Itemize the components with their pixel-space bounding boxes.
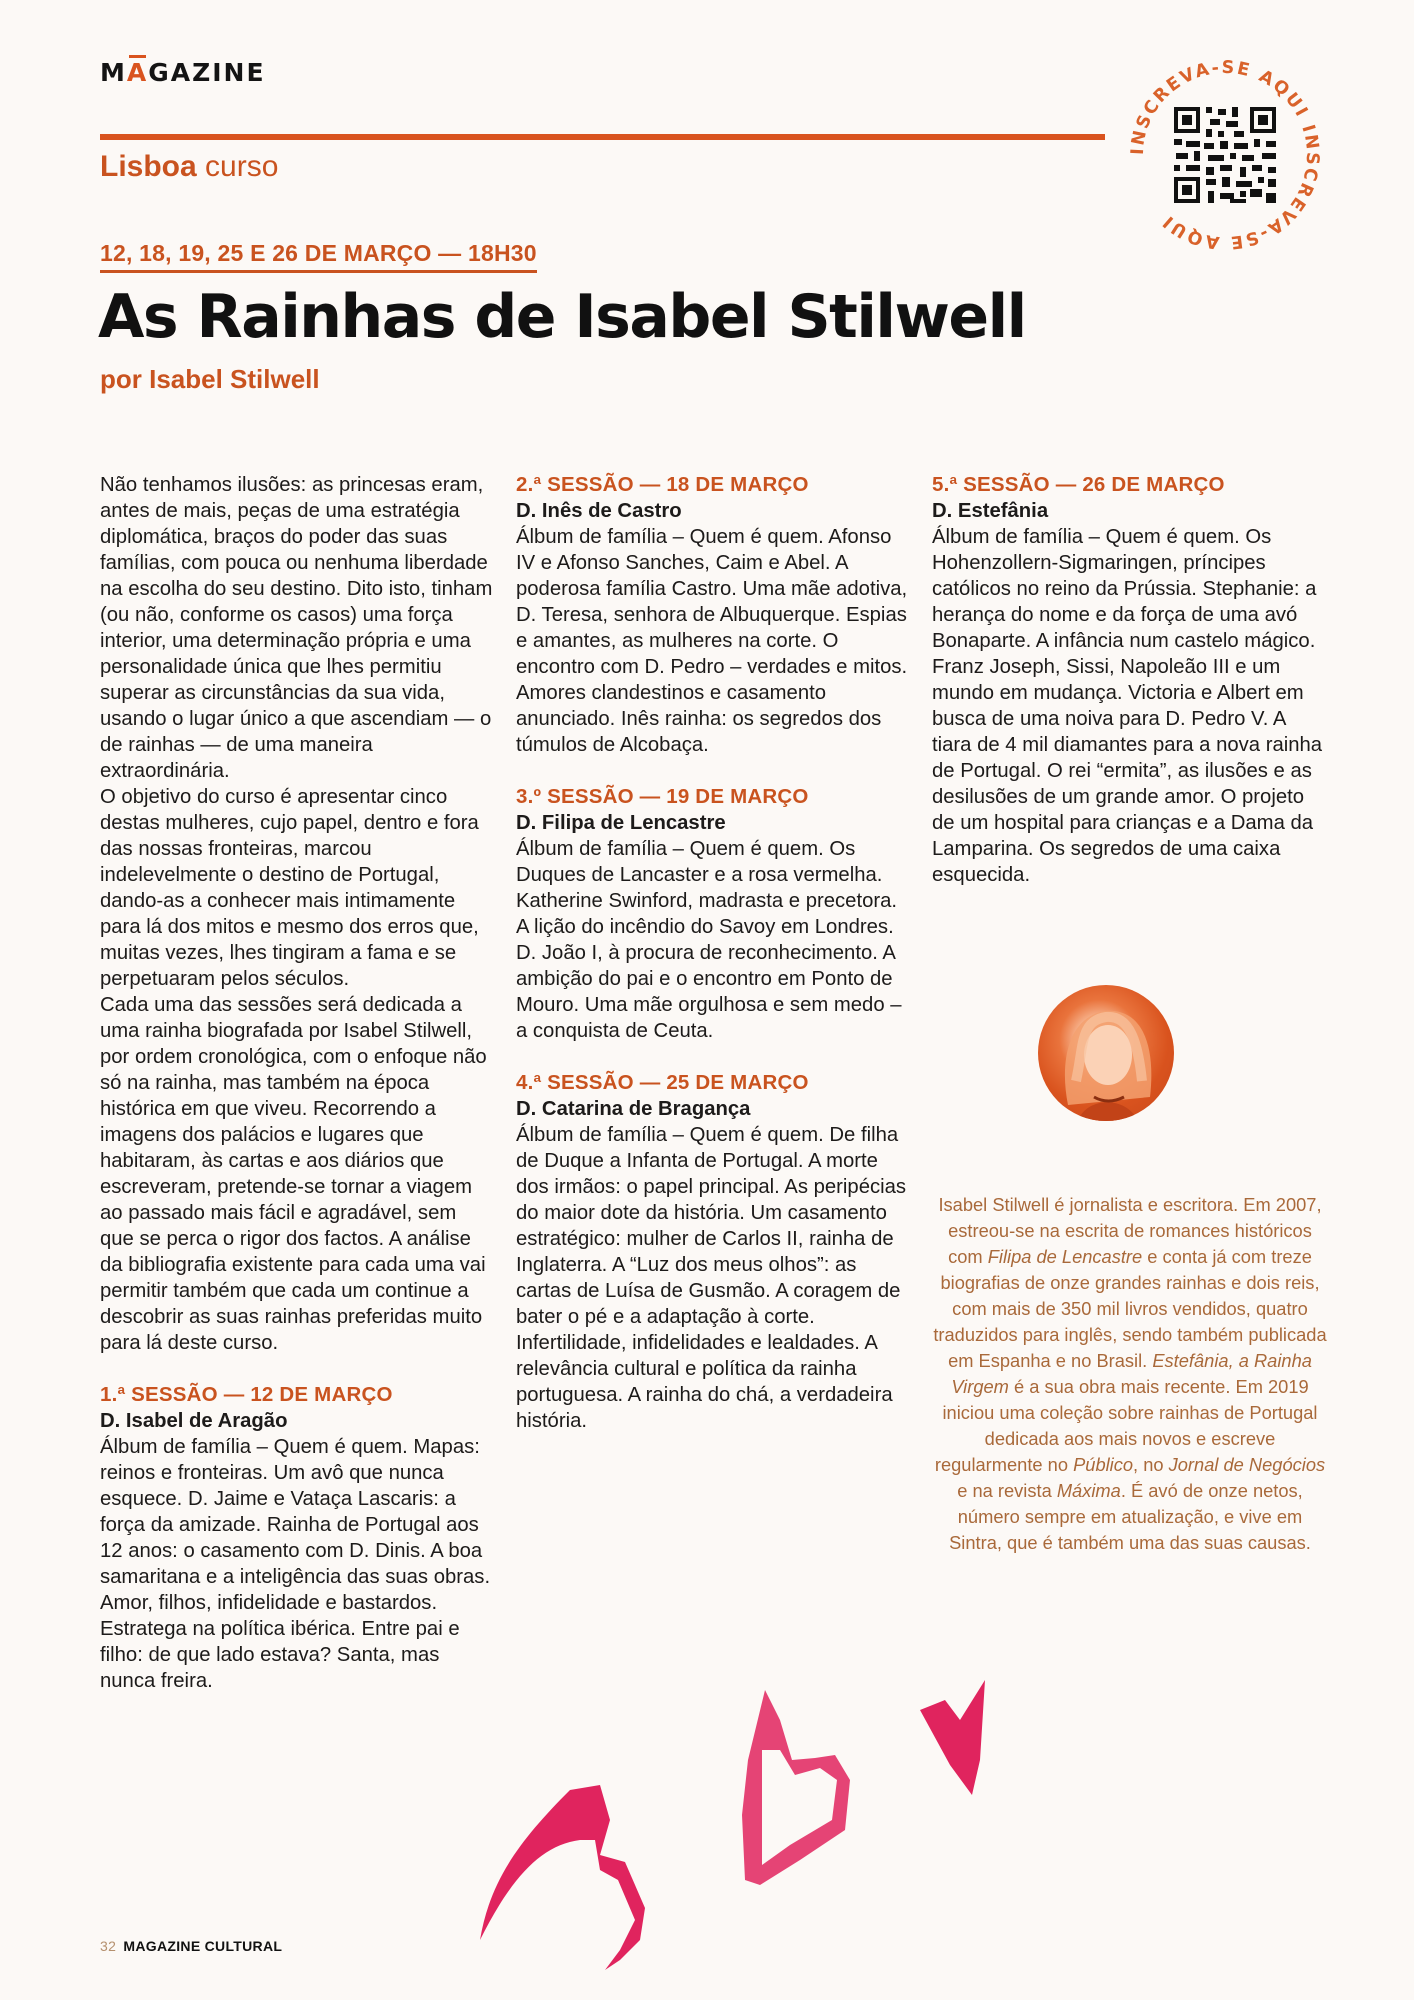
page-title: As Rainhas de Isabel Stilwell [98, 282, 1026, 352]
author-bio [930, 1192, 1330, 1556]
bio-text: , no [1133, 1454, 1169, 1475]
byline: por Isabel Stilwell [100, 364, 320, 394]
session-heading: 4.ª SESSÃO — 25 DE MARÇO [516, 1071, 809, 1094]
logo-suffix: GAZINE [148, 58, 266, 87]
session-description: Álbum de família – Quem é quem. Afonso IV e Afonso Sanches, Caim e Abel. A poderosa família Castro. Uma mãe adotiva, D. Teresa, senhora de Albuquerque. Espias e amantes, as mulheres na corte. O encontro com D. Pedro – verdades e mitos. Amores clandestinos e casamento anunciado. Inês rainha: os segredos dos túmulos de Alcobaça. [516, 526, 908, 756]
book-title: Filipa de Lencastre [987, 1246, 1143, 1267]
publication-title: Público [1073, 1454, 1134, 1475]
session-4 [516, 1070, 911, 1434]
bio-text: Isabel Stilwell é jornalista e escritora. Em 2007, estreou-se na escrita de romances históricos com [938, 1194, 1322, 1267]
svg-text:INSCREVA-SE AQUI INSCREVA-SE A: INSCREVA-SE AQUI INSCREVA-SE AQUI [1127, 57, 1323, 253]
page-number: 32 [100, 1938, 117, 1954]
book-title: Estefânia, a Rainha Virgem [951, 1350, 1312, 1397]
bio-text: e conta já com treze biografias de onze grandes rainhas e dois reis, com mais de 350 mil livros vendidos, quatro traduzidos para inglês, sendo também publicada em Espanha e no Brasil. [933, 1246, 1327, 1371]
session-heading: 2.ª SESSÃO — 18 DE MARÇO [516, 473, 809, 496]
intro-paragraph: Não tenhamos ilusões: as princesas eram, antes de mais, peças de uma estratégia diplomática, braços do poder das suas famílias, com pouca ou nenhuma liberdade na escolha do seu destino. Dito isto, tinham (ou não, conforme os casos) uma força interior, uma determinação própria e uma personalidade única que lhes permitiu superar as circunstâncias da sua vida, usando o lugar único a que ascendiam — o de rainhas — de uma maneira extraordinária. [100, 474, 493, 782]
column-2 [516, 472, 911, 1450]
session-queen: D. Catarina de Bragança [516, 1098, 751, 1120]
bio-text: é a sua obra mais recente. Em 2019 iniciou uma coleção sobre rainhas de Portugal dedicada aos mais novos e escreve regularmente no [934, 1376, 1318, 1475]
section-city: Lisboa [100, 150, 197, 183]
session-queen: D. Estefânia [932, 500, 1049, 522]
section-type: curso [205, 150, 279, 183]
logo-prefix: M [100, 58, 127, 87]
session-1 [100, 1382, 495, 1694]
magazine-logo [100, 58, 266, 87]
publication-title: Máxima [1056, 1480, 1121, 1501]
logo-accent-letter: A [126, 58, 149, 87]
session-heading: 1.ª SESSÃO — 12 DE MARÇO [100, 1383, 393, 1406]
heart-small-icon [920, 1680, 985, 1795]
session-description: Álbum de família – Quem é quem. De filha de Duque a Infanta de Portugal. A morte dos irmãos: o papel principal. As peripécias do maior dote da história. Um casamento estratégico: mulher de Carlos II, rainha de Inglaterra. A “Luz dos meus olhos”: as cartas de Luísa de Gusmão. A coragem de bater o pé e a adaptação à corte. Infertilidade, infidelidades e lealdades. A relevância cultural e política da rainha portuguesa. A rainha do chá, a verdadeira história. [516, 1124, 907, 1432]
publication-title: Jornal de Negócios [1168, 1454, 1326, 1475]
session-heading: 5.ª SESSÃO — 26 DE MARÇO [932, 473, 1225, 496]
intro-paragraph: Cada uma das sessões será dedicada a uma rainha biografada por Isabel Stilwell, por ordem cronológica, com o enfoque não só na rainha, mas também na época histórica em que viveu. Recorrendo a imagens dos palácios e lugares que habitaram, às cartas e aos diários que escreveram, pretende-se tornar a viagem ao passado mais fácil e agradável, sem que se perca o rigor dos factos. A análise da bibliografia existente para cada uma vai permitir também que cada um continue a descobrir as suas rainhas preferidas muito para lá deste curso. [100, 994, 487, 1354]
session-description: Álbum de família – Quem é quem. Os Hohenzollern-Sigmaringen, príncipes católicos no reino da Prússia. Stephanie: a herança do nome e da força de uma avó Bonaparte. A infância num castelo mágico. Franz Joseph, Sissi, Napoleão III e um mundo em mudança. Victoria e Albert em busca de uma noiva para D. Pedro V. A tiara de 4 mil diamantes para a nova rainha de Portugal. O rei “ermita”, as ilusões e as desilusões de um grande amor. O projeto de um hospital para crianças e a Dama da Lamparina. Os segredos de uma caixa esquecida. [932, 526, 1323, 886]
session-queen: D. Isabel de Aragão [100, 1410, 288, 1432]
session-description: Álbum de família – Quem é quem. Mapas: reinos e fronteiras. Um avô que nunca esquece. D. Jaime e Vataça Lascaris: a força da amizade. Rainha de Portugal aos 12 anos: o casamento com D. Dinis. A boa samaritana e a inteligência das suas obras. Amor, filhos, infidelidade e bastardos. Estratega na política ibérica. Entre pai e filho: de que lado estava? Santa, mas nunca freira. [100, 1436, 491, 1692]
publication-name: MAGAZINE CULTURAL [123, 1938, 283, 1954]
session-2 [516, 472, 911, 758]
event-dates: 12, 18, 19, 25 E 26 DE MARÇO — 18H30 [100, 240, 537, 273]
qr-code-icon[interactable] [1110, 55, 1340, 255]
heart-large-icon [480, 1785, 645, 1970]
session-queen: D. Filipa de Lencastre [516, 812, 726, 834]
session-queen: D. Inês de Castro [516, 500, 682, 522]
heart-outline-icon [742, 1690, 850, 1885]
column-1 [100, 472, 495, 1710]
column-3 [932, 472, 1327, 904]
session-heading: 3.º SESSÃO — 19 DE MARÇO [516, 785, 809, 808]
hearts-decoration [480, 1640, 1340, 2000]
session-3 [516, 784, 911, 1044]
bio-text: e na revista [957, 1480, 1057, 1501]
page-footer [100, 1938, 282, 1954]
portrait-illustration [1038, 985, 1174, 1121]
session-description: Álbum de família – Quem é quem. Os Duques de Lancaster e a rosa vermelha. Katherine Swinford, madrasta e precetora. A lição do incêndio do Savoy em Londres. D. João I, à procura de reconhecimento. A ambição do pai e o encontro em Ponto de Mouro. Uma mãe orgulhosa e sem medo – a conquista de Ceuta. [516, 838, 902, 1042]
author-portrait [1038, 985, 1174, 1121]
section-label [100, 150, 278, 184]
bio-text: . É avó de onze netos, número sempre em atualização, e vive em Sintra, que é também uma das suas causas. [949, 1480, 1311, 1553]
signup-badge[interactable] [1110, 55, 1340, 255]
session-5 [932, 472, 1327, 888]
intro-paragraph: O objetivo do curso é apresentar cinco destas mulheres, cujo papel, dentro e fora das nossas fronteiras, marcou indelevelmente o destino de Portugal, dando-as a conhecer mais intimamente para lá dos mitos e mesmo dos erros que, muitas vezes, lhes tingiram a fama e se perpetuaram pelos séculos. [100, 786, 479, 990]
header-rule [100, 134, 1105, 140]
